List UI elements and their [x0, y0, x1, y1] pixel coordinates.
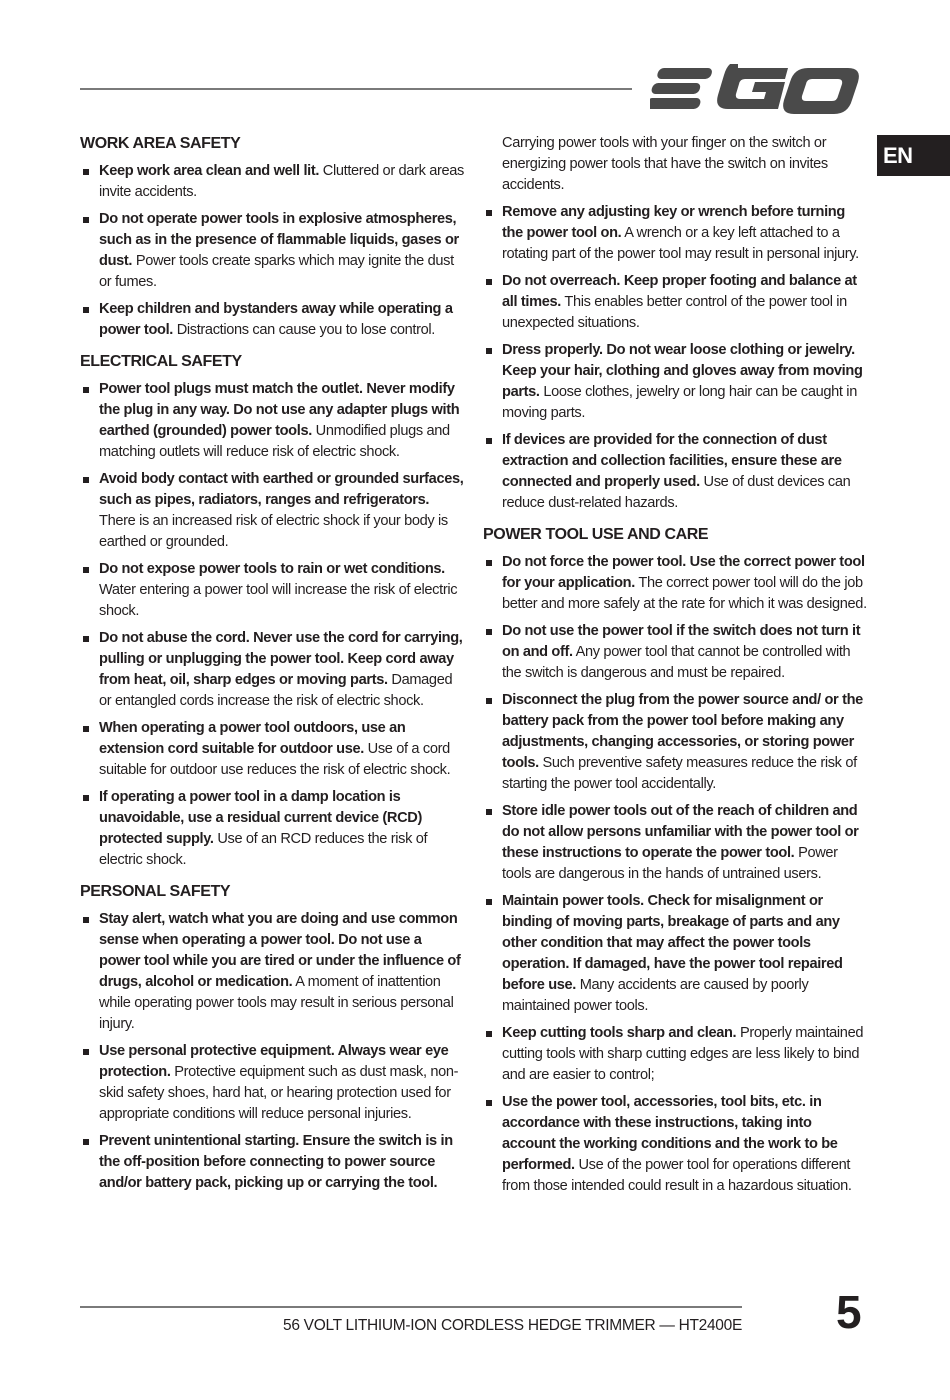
bullet-square-icon — [486, 1031, 492, 1037]
list-item: If operating a power tool in a damp location is unavoidable, use a residual current device (RCD) protected supply. Use of an RCD reduces the risk of electric shock. — [80, 787, 464, 871]
bullet-square-icon — [486, 560, 492, 566]
list-item: Store idle power tools out of the reach of children and do not allow persons unfamiliar with the power tool or these instructions to operate the power tool. Power tools are dangerous in the hands of untrained users. — [483, 801, 867, 885]
continued-text: Carrying power tools with your finger on the switch or energizing power tools that have the switch on invites accidents. — [502, 135, 828, 193]
list-item: Disconnect the plug from the power source and/ or the battery pack from the power tool before making any adjustments, changing accessories, or storing power tools. Such preventive safety measures reduce the risk of starting the power tool accidentally. — [483, 690, 867, 795]
header-rule — [80, 88, 632, 90]
list-item: Use the power tool, accessories, tool bits, etc. in accordance with these instructions, taking into account the working conditions and the work to be performed. Use of the power tool for operations different from those intended could result in a hazardous situation. — [483, 1092, 867, 1197]
list-item: Do not use the power tool if the switch does not turn it on and off. Any power tool that cannot be controlled with the switch is dangerous and must be repaired. — [483, 621, 867, 684]
bullet-square-icon — [83, 636, 89, 642]
bullet-square-icon — [486, 210, 492, 216]
section-title: PERSONAL SAFETY — [80, 883, 231, 900]
safety-list — [80, 379, 464, 871]
section-title: WORK AREA SAFETY — [80, 135, 241, 152]
bullet-square-icon — [83, 1139, 89, 1145]
safety-list — [483, 202, 867, 514]
list-item: Keep children and bystanders away while operating a power tool. Distractions can cause you to lose control. — [80, 299, 464, 341]
bullet-square-icon — [83, 726, 89, 732]
bullet-square-icon — [83, 917, 89, 923]
list-item: Do not abuse the cord. Never use the cord for carrying, pulling or unplugging the power tool. Keep cord away from heat, oil, sharp edges or moving parts. Damaged or entangled cords increase the risk of electric shock. — [80, 628, 464, 712]
bullet-square-icon — [486, 438, 492, 444]
bullet-square-icon — [486, 279, 492, 285]
bullet-square-icon — [83, 169, 89, 175]
safety-list — [80, 161, 464, 341]
safety-list — [483, 552, 867, 1197]
section-title: ELECTRICAL SAFETY — [80, 353, 242, 370]
section-work-area-safety — [80, 133, 464, 341]
left-column — [80, 133, 464, 1200]
section-title: POWER TOOL USE AND CARE — [483, 526, 709, 543]
section-power-tool-use-and-care — [483, 524, 867, 1197]
list-item: Power tool plugs must match the outlet. Never modify the plug in any way. Do not use any adapter plugs with earthed (grounded) power tools. Unmodified plugs and matching outlets will reduce risk of electric shock. — [80, 379, 464, 463]
bullet-square-icon — [83, 1049, 89, 1055]
list-item: Do not overreach. Keep proper footing and balance at all times. This enables better control of the power tool in unexpected situations. — [483, 271, 867, 334]
section-personal-safety — [80, 881, 464, 1194]
footer-product-title: 56 VOLT LITHIUM-ION CORDLESS HEDGE TRIMMER — HT2400E — [283, 1317, 742, 1334]
list-item: Prevent unintentional starting. Ensure the switch is in the off-position before connecting to power source and/or battery pack, picking up or carrying the tool. — [80, 1131, 464, 1194]
bullet-square-icon — [83, 567, 89, 573]
list-item: Avoid body contact with earthed or grounded surfaces, such as pipes, radiators, ranges and refrigerators. There is an increased risk of electric shock if your body is earthed or grounded. — [80, 469, 464, 553]
bullet-square-icon — [83, 387, 89, 393]
bullet-square-icon — [83, 795, 89, 801]
bullet-square-icon — [486, 1100, 492, 1106]
list-item: Keep work area clean and well lit. Cluttered or dark areas invite accidents. — [80, 161, 464, 203]
bullet-square-icon — [486, 698, 492, 704]
list-item: Stay alert, watch what you are doing and use common sense when operating a power tool. Do not use a power tool while you are tired or under the influence of drugs, alcohol or medication. A moment of inattention while operating power tools may result in serious personal injury. — [80, 909, 464, 1035]
bullet-square-icon — [83, 307, 89, 313]
list-item: Maintain power tools. Check for misalignment or binding of moving parts, breakage of parts and any other condition that may affect the power tools operation. If damaged, have the power tool repaired before use. Many accidents are caused by poorly maintained power tools. — [483, 891, 867, 1017]
list-item: Do not force the power tool. Use the correct power tool for your application. The correct power tool will do the job better and more safely at the rate for which it was designed. — [483, 552, 867, 615]
footer-rule — [80, 1306, 742, 1308]
list-item: If devices are provided for the connection of dust extraction and collection facilities, ensure these are connected and properly used. Use of dust devices can reduce dust-related hazards. — [483, 430, 867, 514]
bullet-square-icon — [486, 809, 492, 815]
bullet-square-icon — [83, 217, 89, 223]
right-column — [483, 133, 867, 1203]
bullet-square-icon — [486, 348, 492, 354]
list-item: Do not expose power tools to rain or wet conditions. Water entering a power tool will increase the risk of electric shock. — [80, 559, 464, 622]
bullet-square-icon — [486, 629, 492, 635]
list-item: Keep cutting tools sharp and clean. Properly maintained cutting tools with sharp cutting edges are less likely to bind and are easier to control; — [483, 1023, 867, 1086]
bullet-square-icon — [83, 477, 89, 483]
language-tab: EN — [877, 135, 950, 176]
list-item: When operating a power tool outdoors, use an extension cord suitable for outdoor use. Use of a cord suitable for outdoor use reduces the risk of electric shock. — [80, 718, 464, 781]
ego-logo — [650, 64, 862, 114]
bullet-square-icon — [486, 899, 492, 905]
list-item: Dress properly. Do not wear loose clothing or jewelry. Keep your hair, clothing and gloves away from moving parts. Loose clothes, jewelry or long hair can be caught in moving parts. — [483, 340, 867, 424]
list-item: Use personal protective equipment. Always wear eye protection. Protective equipment such as dust mask, non-skid safety shoes, hard hat, or hearing protection used for appropriate conditions will reduce personal injuries. — [80, 1041, 464, 1125]
page-number: 5 — [836, 1286, 861, 1338]
section-electrical-safety — [80, 351, 464, 871]
list-item: Do not operate power tools in explosive atmospheres, such as in the presence of flammable liquids, gases or dust. Power tools create sparks which may ignite the dust or fumes. — [80, 209, 464, 293]
safety-list — [80, 909, 464, 1194]
list-item: Remove any adjusting key or wrench before turning the power tool on. A wrench or a key left attached to a rotating part of the power tool may result in personal injury. — [483, 202, 867, 265]
